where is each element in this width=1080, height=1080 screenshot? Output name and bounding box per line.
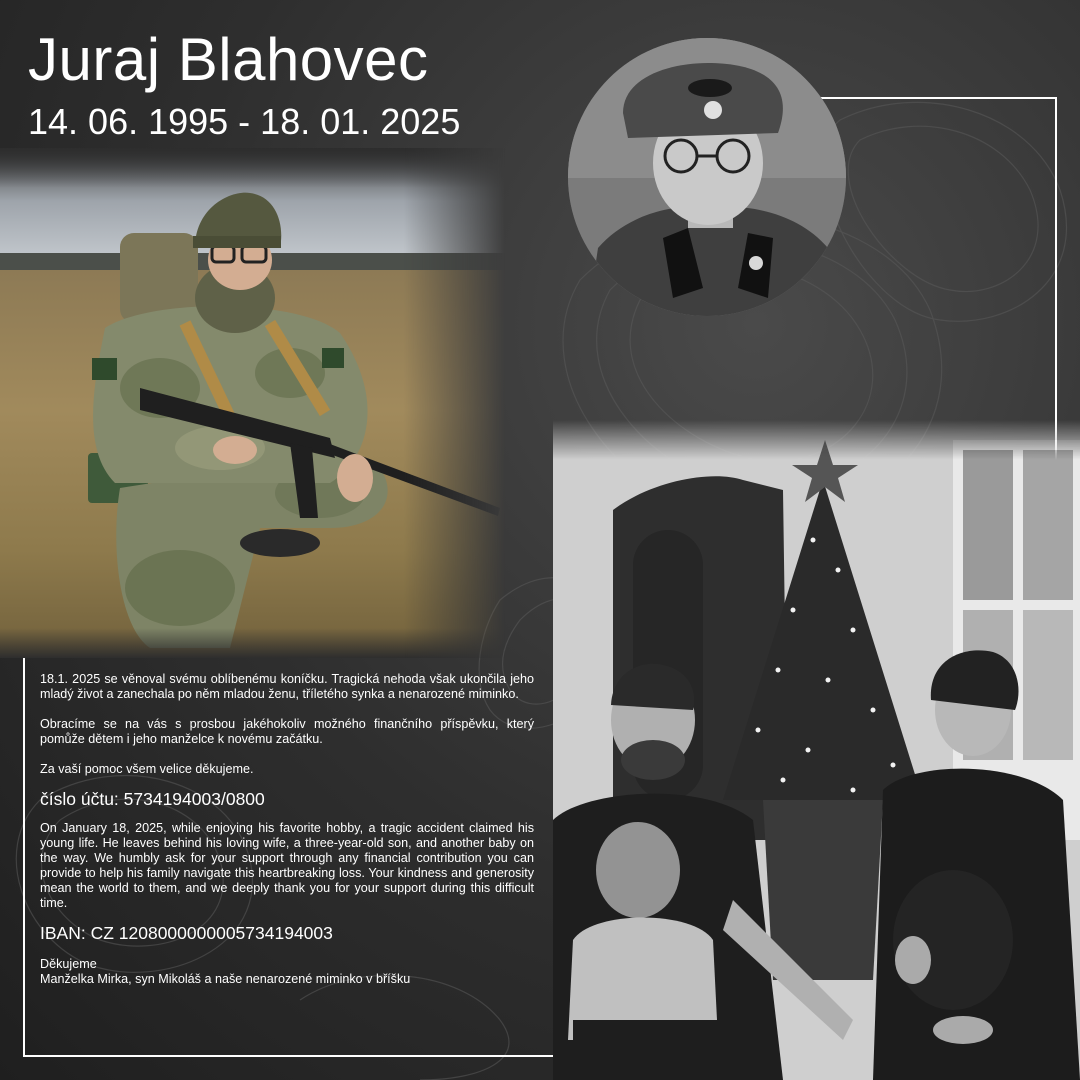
czech-paragraph-2: Obracíme se na vás s prosbou jakéhokoliv možného finančního příspěvku, který pomůže dětem i jeho manželce k novému začátku. bbox=[40, 717, 534, 746]
life-dates: 14. 06. 1995 - 18. 01. 2025 bbox=[28, 101, 461, 142]
thanks-title: Děkujeme bbox=[40, 957, 97, 971]
family-photo bbox=[553, 420, 1080, 1080]
iban-number: IBAN: CZ 1208000000005734194003 bbox=[40, 923, 333, 943]
portrait-photo bbox=[568, 38, 846, 316]
frame-line-top bbox=[808, 97, 1057, 99]
account-number: číslo účtu: 5734194003/0800 bbox=[40, 789, 265, 809]
czech-paragraph-1: 18.1. 2025 se věnoval svému oblíbenému koníčku. Tragická nehoda však ukončila jeho mladý život a zanechala po něm mladou ženu, tříletého synka a nenarozené miminko. bbox=[40, 672, 534, 701]
czech-paragraph-3: Za vaší pomoc všem velice děkujeme. bbox=[40, 762, 254, 776]
memorial-text bbox=[40, 672, 534, 987]
soldier-photo bbox=[0, 148, 505, 658]
signature: Manželka Mirka, syn Mikoláš a naše nenarozené miminko v bříšku bbox=[40, 972, 411, 986]
english-paragraph: On January 18, 2025, while enjoying his favorite hobby, a tragic accident claimed his young life. He leaves behind his loving wife, a three-year-old son, and another baby on the way. We humbly ask for your support through any financial contribution you can provide to help his family navigate this heartbreaking loss. Your kindness and generosity mean the world to them, and we deeply thank you for your support during this difficult time. bbox=[40, 821, 534, 910]
deceased-name: Juraj Blahovec bbox=[28, 26, 429, 93]
